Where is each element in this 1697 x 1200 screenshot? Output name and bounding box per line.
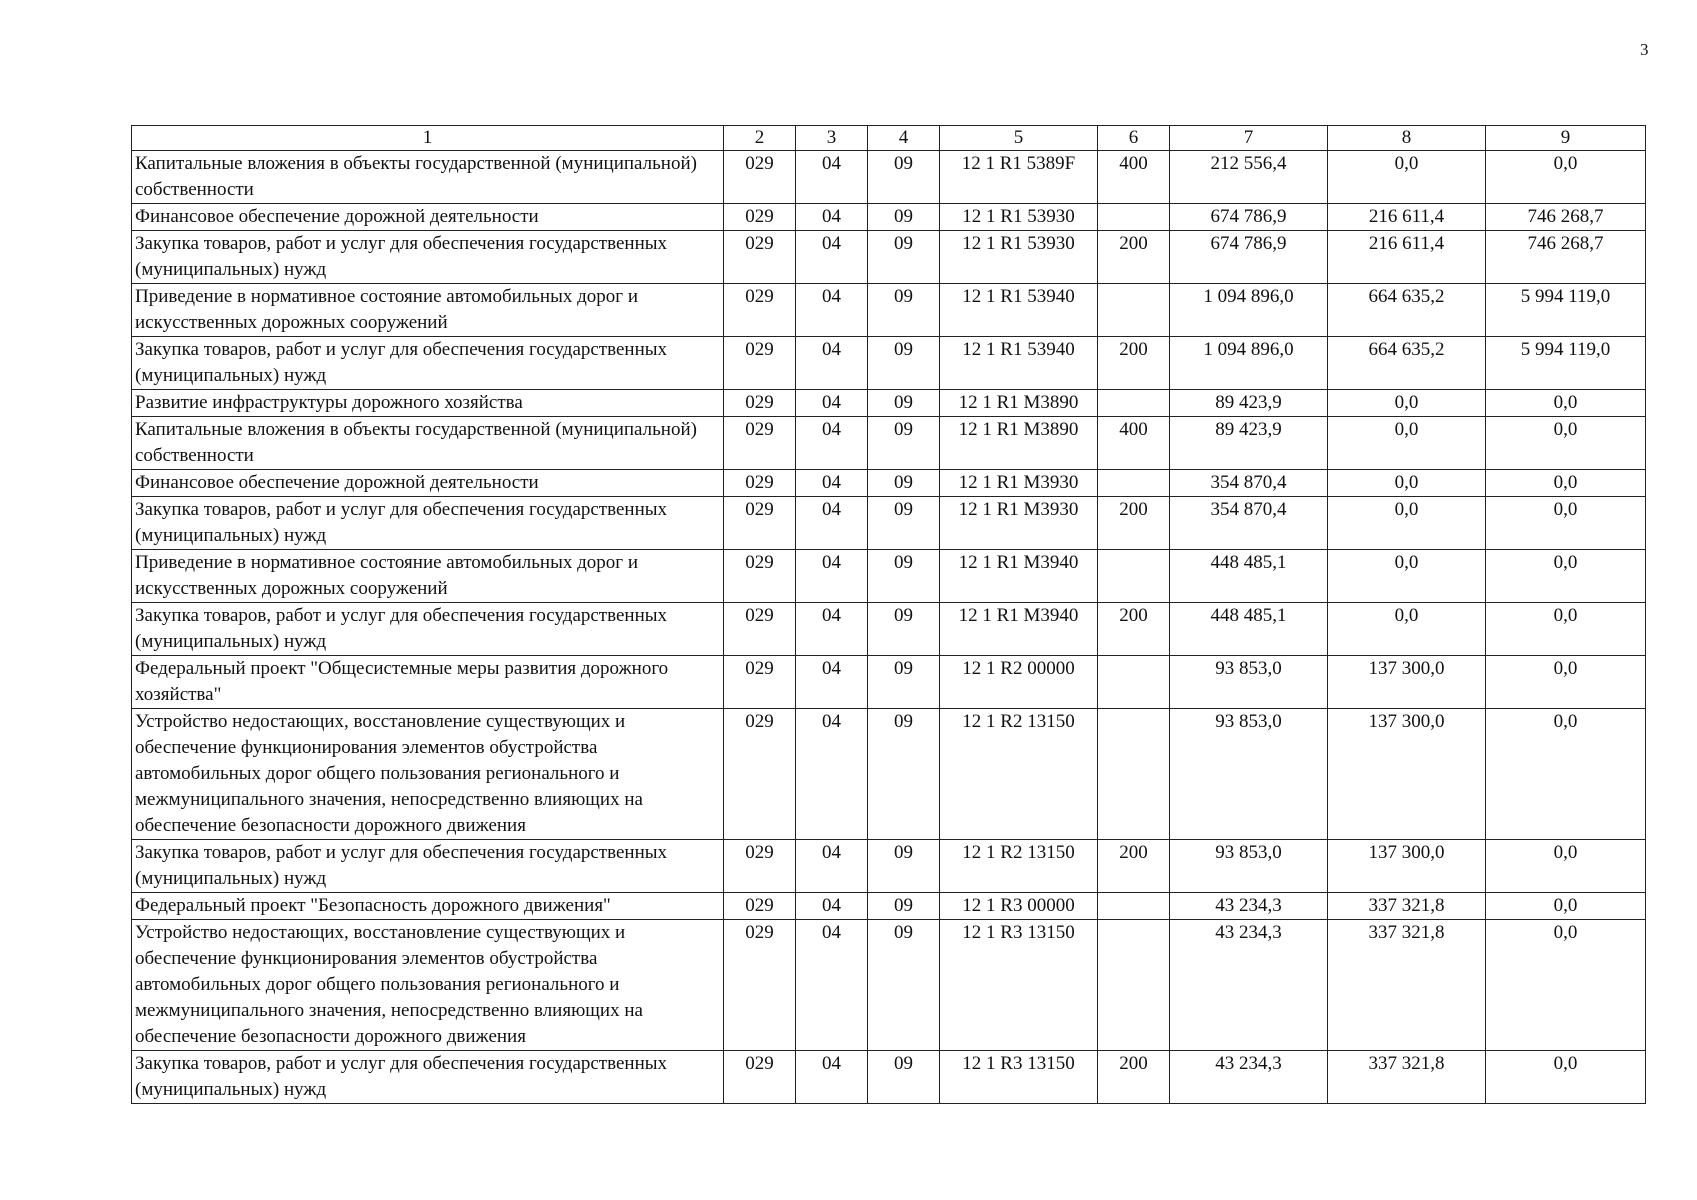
section-cell: 04	[796, 550, 868, 603]
expense-type-cell	[1098, 470, 1170, 497]
table-body	[132, 126, 1646, 1104]
table-row	[132, 390, 1646, 417]
section-cell: 04	[796, 603, 868, 656]
amount-col9-cell: 0,0	[1486, 550, 1646, 603]
table-row	[132, 231, 1646, 284]
amount-col9-cell: 5 994 119,0	[1486, 337, 1646, 390]
subsection-cell: 09	[868, 337, 940, 390]
amount-col7-cell: 43 234,3	[1170, 1051, 1328, 1104]
expense-type-cell	[1098, 656, 1170, 709]
column-header: 9	[1486, 126, 1646, 151]
amount-col8-cell: 664 635,2	[1328, 284, 1486, 337]
amount-col8-cell: 137 300,0	[1328, 709, 1486, 840]
row-name-cell: Закупка товаров, работ и услуг для обеспечения государственных (муниципальных) нужд	[132, 603, 724, 656]
section-cell: 04	[796, 417, 868, 470]
target-article-cell: 12 1 R1 M3890	[940, 390, 1098, 417]
amount-col9-cell: 0,0	[1486, 1051, 1646, 1104]
table-row	[132, 840, 1646, 893]
target-article-cell: 12 1 R1 M3930	[940, 497, 1098, 550]
expense-type-cell: 400	[1098, 151, 1170, 204]
section-cell: 04	[796, 151, 868, 204]
subsection-cell: 09	[868, 417, 940, 470]
subsection-cell: 09	[868, 603, 940, 656]
subsection-cell: 09	[868, 151, 940, 204]
amount-col7-cell: 674 786,9	[1170, 231, 1328, 284]
subsection-cell: 09	[868, 840, 940, 893]
amount-col8-cell: 216 611,4	[1328, 204, 1486, 231]
amount-col9-cell: 0,0	[1486, 390, 1646, 417]
amount-col7-cell: 674 786,9	[1170, 204, 1328, 231]
row-name-cell: Закупка товаров, работ и услуг для обеспечения государственных (муниципальных) нужд	[132, 231, 724, 284]
row-name-cell: Капитальные вложения в объекты государственной (муниципальной) собственности	[132, 151, 724, 204]
section-cell: 04	[796, 656, 868, 709]
column-header: 4	[868, 126, 940, 151]
amount-col9-cell: 0,0	[1486, 709, 1646, 840]
admin-code-cell: 029	[724, 1051, 796, 1104]
expense-type-cell: 400	[1098, 417, 1170, 470]
expense-type-cell	[1098, 390, 1170, 417]
column-header: 8	[1328, 126, 1486, 151]
amount-col9-cell: 0,0	[1486, 417, 1646, 470]
amount-col7-cell: 89 423,9	[1170, 390, 1328, 417]
row-name-cell: Финансовое обеспечение дорожной деятельности	[132, 204, 724, 231]
amount-col8-cell: 0,0	[1328, 390, 1486, 417]
table-row	[132, 709, 1646, 840]
section-cell: 04	[796, 709, 868, 840]
admin-code-cell: 029	[724, 893, 796, 920]
subsection-cell: 09	[868, 204, 940, 231]
amount-col8-cell: 0,0	[1328, 417, 1486, 470]
row-name-cell: Приведение в нормативное состояние автомобильных дорог и искусственных дорожных сооружений	[132, 284, 724, 337]
expense-type-cell	[1098, 920, 1170, 1051]
admin-code-cell: 029	[724, 656, 796, 709]
amount-col9-cell: 0,0	[1486, 920, 1646, 1051]
subsection-cell: 09	[868, 284, 940, 337]
amount-col7-cell: 448 485,1	[1170, 603, 1328, 656]
target-article-cell: 12 1 R2 13150	[940, 840, 1098, 893]
amount-col7-cell: 1 094 896,0	[1170, 284, 1328, 337]
amount-col7-cell: 93 853,0	[1170, 656, 1328, 709]
target-article-cell: 12 1 R1 53940	[940, 284, 1098, 337]
section-cell: 04	[796, 390, 868, 417]
section-cell: 04	[796, 337, 868, 390]
target-article-cell: 12 1 R1 M3940	[940, 550, 1098, 603]
amount-col7-cell: 354 870,4	[1170, 497, 1328, 550]
expense-type-cell	[1098, 284, 1170, 337]
admin-code-cell: 029	[724, 550, 796, 603]
amount-col8-cell: 137 300,0	[1328, 840, 1486, 893]
admin-code-cell: 029	[724, 603, 796, 656]
row-name-cell: Закупка товаров, работ и услуг для обеспечения государственных (муниципальных) нужд	[132, 497, 724, 550]
page-number: 3	[1640, 40, 1649, 59]
row-name-cell: Финансовое обеспечение дорожной деятельности	[132, 470, 724, 497]
section-cell: 04	[796, 920, 868, 1051]
target-article-cell: 12 1 R1 M3940	[940, 603, 1098, 656]
target-article-cell: 12 1 R2 13150	[940, 709, 1098, 840]
section-cell: 04	[796, 497, 868, 550]
amount-col8-cell: 664 635,2	[1328, 337, 1486, 390]
expense-type-cell: 200	[1098, 603, 1170, 656]
amount-col9-cell: 0,0	[1486, 151, 1646, 204]
target-article-cell: 12 1 R1 M3890	[940, 417, 1098, 470]
row-name-cell: Приведение в нормативное состояние автомобильных дорог и искусственных дорожных сооружений	[132, 550, 724, 603]
subsection-cell: 09	[868, 656, 940, 709]
admin-code-cell: 029	[724, 470, 796, 497]
admin-code-cell: 029	[724, 204, 796, 231]
table-row	[132, 151, 1646, 204]
amount-col8-cell: 0,0	[1328, 497, 1486, 550]
amount-col7-cell: 1 094 896,0	[1170, 337, 1328, 390]
expense-type-cell	[1098, 204, 1170, 231]
table-row	[132, 204, 1646, 231]
row-name-cell: Закупка товаров, работ и услуг для обеспечения государственных (муниципальных) нужд	[132, 1051, 724, 1104]
table-row	[132, 603, 1646, 656]
admin-code-cell: 029	[724, 840, 796, 893]
section-cell: 04	[796, 893, 868, 920]
amount-col9-cell: 0,0	[1486, 656, 1646, 709]
amount-col9-cell: 0,0	[1486, 893, 1646, 920]
amount-col9-cell: 5 994 119,0	[1486, 284, 1646, 337]
table-row	[132, 1051, 1646, 1104]
table-row	[132, 497, 1646, 550]
table-row	[132, 417, 1646, 470]
amount-col8-cell: 337 321,8	[1328, 920, 1486, 1051]
amount-col8-cell: 337 321,8	[1328, 1051, 1486, 1104]
subsection-cell: 09	[868, 231, 940, 284]
admin-code-cell: 029	[724, 709, 796, 840]
section-cell: 04	[796, 470, 868, 497]
expense-type-cell	[1098, 550, 1170, 603]
expense-type-cell: 200	[1098, 1051, 1170, 1104]
target-article-cell: 12 1 R1 5389F	[940, 151, 1098, 204]
column-header: 2	[724, 126, 796, 151]
table-row	[132, 920, 1646, 1051]
column-header: 5	[940, 126, 1098, 151]
admin-code-cell: 029	[724, 151, 796, 204]
subsection-cell: 09	[868, 709, 940, 840]
amount-col9-cell: 746 268,7	[1486, 231, 1646, 284]
target-article-cell: 12 1 R2 00000	[940, 656, 1098, 709]
amount-col8-cell: 216 611,4	[1328, 231, 1486, 284]
table-row	[132, 337, 1646, 390]
amount-col8-cell: 137 300,0	[1328, 656, 1486, 709]
subsection-cell: 09	[868, 497, 940, 550]
expense-type-cell: 200	[1098, 231, 1170, 284]
amount-col7-cell: 93 853,0	[1170, 840, 1328, 893]
target-article-cell: 12 1 R1 53930	[940, 231, 1098, 284]
row-name-cell: Устройство недостающих, восстановление существующих и обеспечение функционирования элементов обустройства автомобильных дорог общего пользования регионального и межмуниципального значения, непосредственно влияющих на обеспечение безопасности дорожного движения	[132, 709, 724, 840]
column-header: 7	[1170, 126, 1328, 151]
table-row	[132, 284, 1646, 337]
table-row	[132, 470, 1646, 497]
amount-col9-cell: 746 268,7	[1486, 204, 1646, 231]
admin-code-cell: 029	[724, 231, 796, 284]
admin-code-cell: 029	[724, 390, 796, 417]
target-article-cell: 12 1 R1 M3930	[940, 470, 1098, 497]
table-row	[132, 893, 1646, 920]
section-cell: 04	[796, 204, 868, 231]
budget-table	[131, 125, 1646, 1104]
subsection-cell: 09	[868, 390, 940, 417]
target-article-cell: 12 1 R1 53930	[940, 204, 1098, 231]
admin-code-cell: 029	[724, 920, 796, 1051]
amount-col8-cell: 0,0	[1328, 151, 1486, 204]
target-article-cell: 12 1 R3 00000	[940, 893, 1098, 920]
admin-code-cell: 029	[724, 417, 796, 470]
amount-col9-cell: 0,0	[1486, 470, 1646, 497]
target-article-cell: 12 1 R3 13150	[940, 1051, 1098, 1104]
row-name-cell: Закупка товаров, работ и услуг для обеспечения государственных (муниципальных) нужд	[132, 337, 724, 390]
table-row	[132, 550, 1646, 603]
subsection-cell: 09	[868, 893, 940, 920]
row-name-cell: Капитальные вложения в объекты государственной (муниципальной) собственности	[132, 417, 724, 470]
amount-col7-cell: 43 234,3	[1170, 920, 1328, 1051]
admin-code-cell: 029	[724, 284, 796, 337]
section-cell: 04	[796, 231, 868, 284]
row-name-cell: Федеральный проект "Общесистемные меры развития дорожного хозяйства"	[132, 656, 724, 709]
amount-col8-cell: 0,0	[1328, 550, 1486, 603]
table-header-row	[132, 126, 1646, 151]
admin-code-cell: 029	[724, 337, 796, 390]
section-cell: 04	[796, 284, 868, 337]
subsection-cell: 09	[868, 920, 940, 1051]
amount-col7-cell: 43 234,3	[1170, 893, 1328, 920]
amount-col7-cell: 89 423,9	[1170, 417, 1328, 470]
admin-code-cell: 029	[724, 497, 796, 550]
amount-col9-cell: 0,0	[1486, 603, 1646, 656]
expense-type-cell: 200	[1098, 840, 1170, 893]
amount-col7-cell: 354 870,4	[1170, 470, 1328, 497]
subsection-cell: 09	[868, 1051, 940, 1104]
amount-col7-cell: 93 853,0	[1170, 709, 1328, 840]
table-row	[132, 656, 1646, 709]
amount-col9-cell: 0,0	[1486, 840, 1646, 893]
subsection-cell: 09	[868, 550, 940, 603]
column-header: 3	[796, 126, 868, 151]
column-header: 6	[1098, 126, 1170, 151]
section-cell: 04	[796, 1051, 868, 1104]
row-name-cell: Развитие инфраструктуры дорожного хозяйства	[132, 390, 724, 417]
expense-type-cell: 200	[1098, 497, 1170, 550]
amount-col8-cell: 0,0	[1328, 470, 1486, 497]
subsection-cell: 09	[868, 470, 940, 497]
amount-col9-cell: 0,0	[1486, 497, 1646, 550]
column-header: 1	[132, 126, 724, 151]
section-cell: 04	[796, 840, 868, 893]
target-article-cell: 12 1 R3 13150	[940, 920, 1098, 1051]
amount-col7-cell: 212 556,4	[1170, 151, 1328, 204]
row-name-cell: Закупка товаров, работ и услуг для обеспечения государственных (муниципальных) нужд	[132, 840, 724, 893]
expense-type-cell	[1098, 709, 1170, 840]
row-name-cell: Устройство недостающих, восстановление существующих и обеспечение функционирования элементов обустройства автомобильных дорог общего пользования регионального и межмуниципального значения, непосредственно влияющих на обеспечение безопасности дорожного движения	[132, 920, 724, 1051]
row-name-cell: Федеральный проект "Безопасность дорожного движения"	[132, 893, 724, 920]
target-article-cell: 12 1 R1 53940	[940, 337, 1098, 390]
amount-col7-cell: 448 485,1	[1170, 550, 1328, 603]
expense-type-cell: 200	[1098, 337, 1170, 390]
amount-col8-cell: 337 321,8	[1328, 893, 1486, 920]
expense-type-cell	[1098, 893, 1170, 920]
amount-col8-cell: 0,0	[1328, 603, 1486, 656]
